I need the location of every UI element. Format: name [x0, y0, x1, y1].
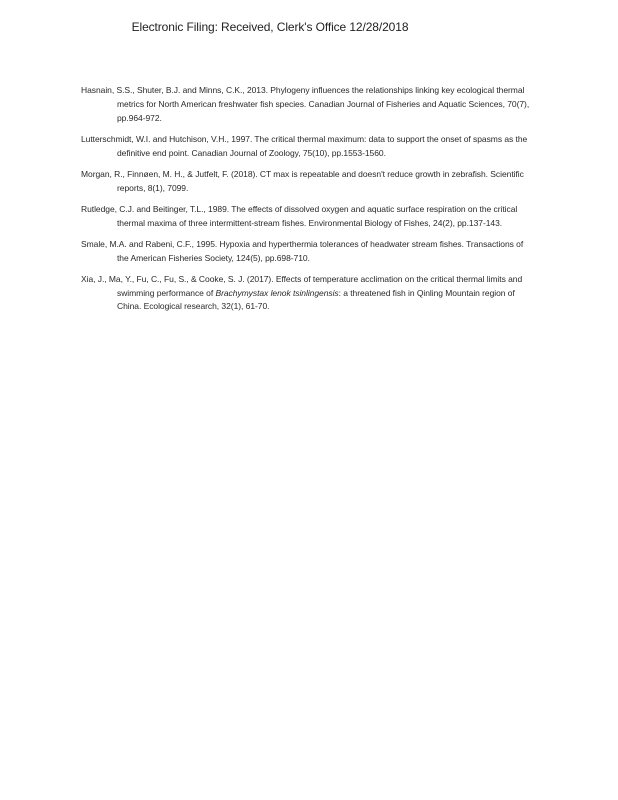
- electronic-filing-header: Electronic Filing: Received, Clerk's Office 12/28/2018: [131, 20, 409, 34]
- reference-lutterschmidt-1997: Lutterschmidt, W.I. and Hutchison, V.H., 1997. The critical thermal maximum: data to support the onset of spasms as the definitive end point. Canadian Journal of Zoology, 75(10), pp.1553-1560.: [81, 133, 528, 158]
- reference-xia-2017-tail: : a threatened fish in Qinling Mountain region of China. Ecological research, 32(1), 61-70.: [117, 287, 515, 312]
- reference-morgan-2018: Morgan, R., Finnøen, M. H., & Jutfelt, F. (2018). CT max is repeatable and doesn't reduce growth in zebrafish. Scientific reports, 8(1), 7099.: [81, 168, 524, 193]
- species-name-italic: Brachymystax lenok tsinlingensis: [215, 287, 339, 298]
- reference-hasnain-2013: Hasnain, S.S., Shuter, B.J. and Minns, C.K., 2013. Phylogeny influences the relationships linking key ecological thermal metrics for North American freshwater fish species. Canadian Journal of Fisheries and Aquatic Sciences, 70(7), pp.964-972.: [81, 85, 530, 123]
- reference-smale-1995: Smale, M.A. and Rabeni, C.F., 1995. Hypoxia and hyperthermia tolerances of headwater stream fishes. Transactions of the American Fisheries Society, 124(5), pp.698-710.: [81, 238, 524, 263]
- reference-xia-2017: [81, 273, 531, 314]
- reference-list: [81, 84, 531, 322]
- reference-rutledge-1989: Rutledge, C.J. and Beitinger, T.L., 1989. The effects of dissolved oxygen and aquatic surface respiration on the critical thermal maxima of three intermittent-stream fishes. Environmental Biology of Fishes, 24(2), pp.137-143.: [81, 203, 518, 228]
- reference-xia-2017-lead: Xia, J., Ma, Y., Fu, C., Fu, S., & Cooke, S. J. (2017). Effects of temperature acclimation on the critical thermal limits and swimming performance of: [81, 273, 523, 298]
